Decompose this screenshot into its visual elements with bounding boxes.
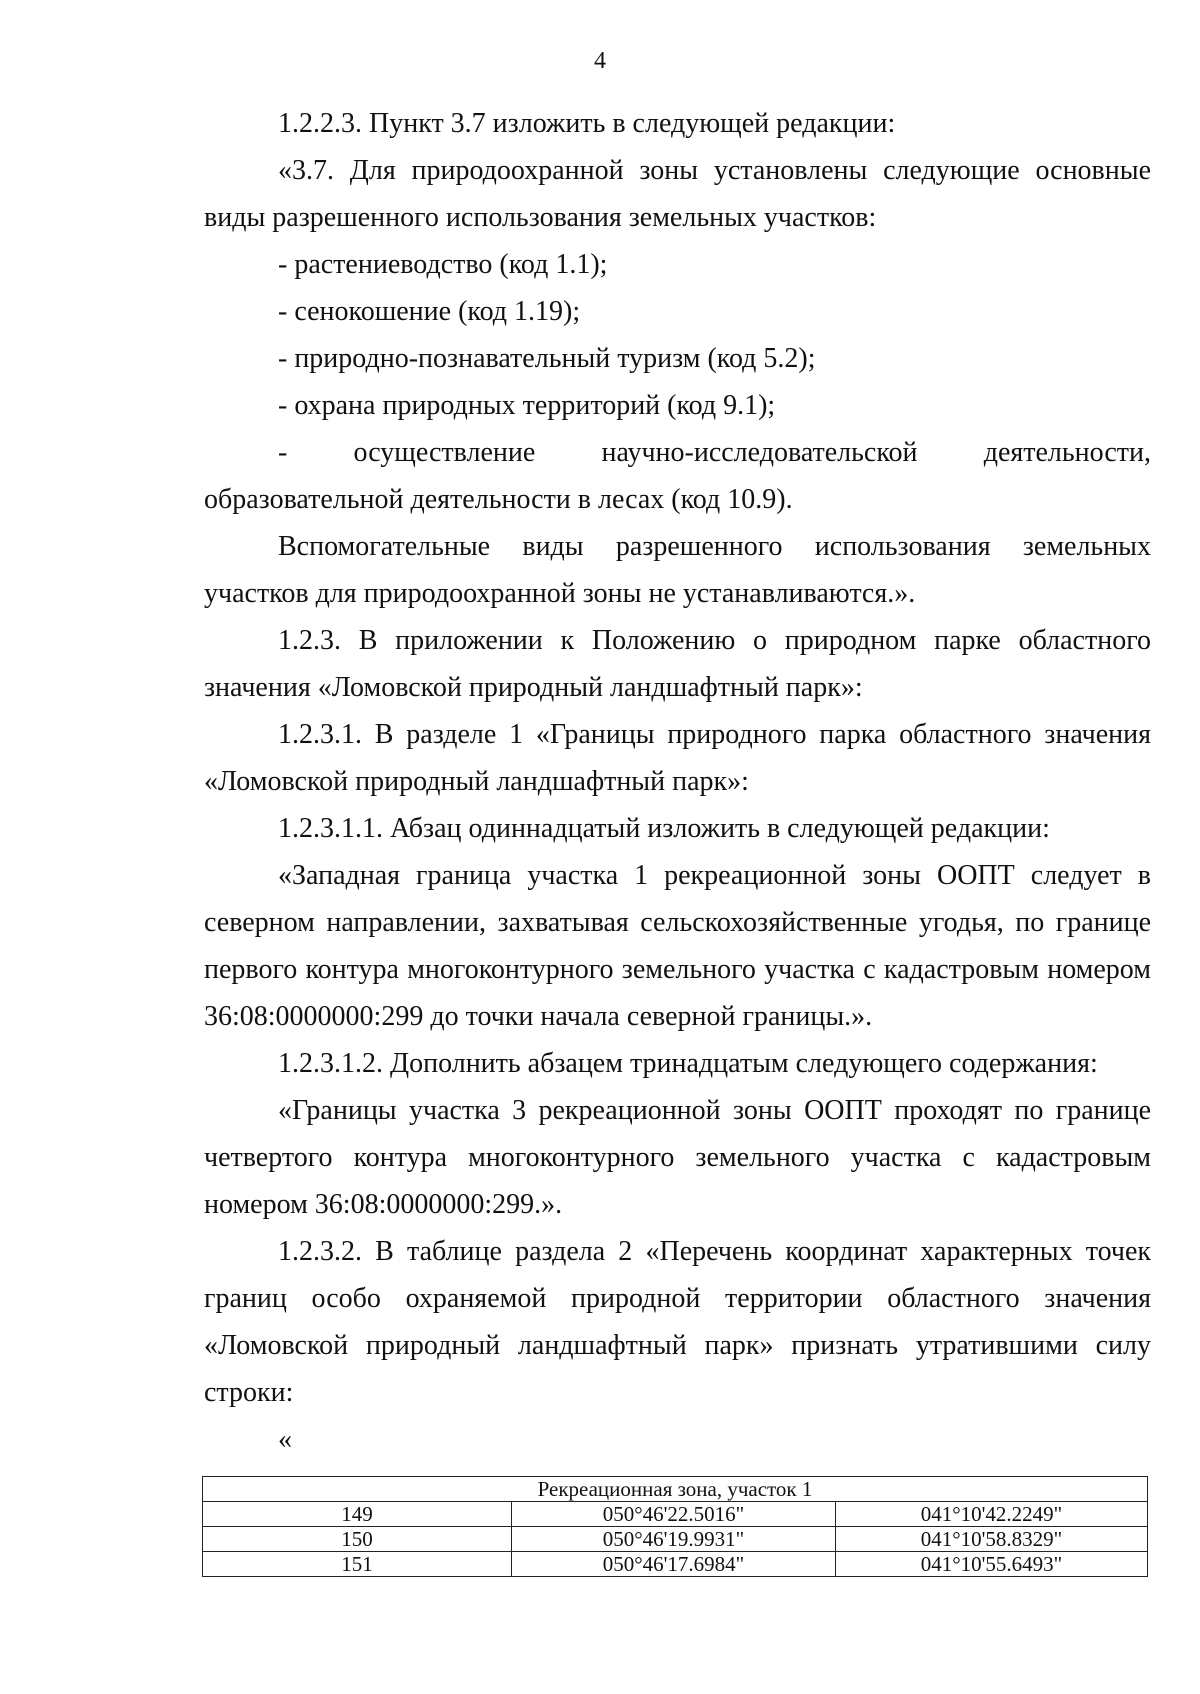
list-item-haymaking: - сенокошение (код 1.19); bbox=[278, 296, 581, 327]
table-row bbox=[203, 1552, 1148, 1577]
page-number: 4 bbox=[594, 48, 606, 74]
table-title: Рекреационная зона, участок 1 bbox=[203, 1477, 1148, 1502]
table-row bbox=[203, 1502, 1148, 1527]
point-number: 149 bbox=[203, 1502, 512, 1527]
longitude-cell: 041°10'58.8329" bbox=[836, 1527, 1148, 1552]
point-number: 150 bbox=[203, 1527, 512, 1552]
paragraph-1-2-3-1-1: 1.2.3.1.1. Абзац одиннадцатый изложить в следующей редакции: bbox=[278, 813, 1050, 844]
longitude-cell: 041°10'55.6493" bbox=[836, 1552, 1148, 1577]
point-number: 151 bbox=[203, 1552, 512, 1577]
longitude-cell: 041°10'42.2249" bbox=[836, 1502, 1148, 1527]
paragraph-auxiliary-uses: Вспомогательные виды разрешенного использования земельных участков для природоохранной зоны не устанавливаются.». bbox=[204, 531, 1151, 609]
list-item-tourism: - природно-познавательный туризм (код 5.2); bbox=[278, 343, 816, 374]
latitude-cell: 050°46'19.9931" bbox=[512, 1527, 836, 1552]
quote-open-mark: « bbox=[278, 1424, 292, 1455]
latitude-cell: 050°46'22.5016" bbox=[512, 1502, 836, 1527]
coordinates-table bbox=[202, 1476, 1148, 1577]
list-item-research: - осуществление научно-исследовательской деятельности, образовательной деятельности в лесах (код 10.9). bbox=[204, 437, 1151, 515]
latitude-cell: 050°46'17.6984" bbox=[512, 1552, 836, 1577]
paragraph-plot-3-borders: «Границы участка 3 рекреационной зоны ООПТ проходят по границе четвертого контура многоконтурного земельного участка с кадастровым номером 36:08:0000000:299.». bbox=[204, 1095, 1151, 1220]
paragraph-1-2-3-1: 1.2.3.1. В разделе 1 «Границы природного парка областного значения «Ломовской природный ландшафтный парк»: bbox=[204, 719, 1151, 797]
paragraph-1-2-3-2: 1.2.3.2. В таблице раздела 2 «Перечень координат характерных точек границ особо охраняемой природной территории областного значения «Ломовской природный ландшафтный парк» признать утратившими силу строки: bbox=[204, 1236, 1151, 1408]
list-item-plant-growing: - растениеводство (код 1.1); bbox=[278, 249, 608, 280]
table-title-row bbox=[203, 1477, 1148, 1502]
document-body bbox=[204, 100, 1151, 1416]
paragraph-1-2-2-3: 1.2.2.3. Пункт 3.7 изложить в следующей редакции: bbox=[278, 108, 896, 139]
paragraph-1-2-3: 1.2.3. В приложении к Положению о природном парке областного значения «Ломовской природный ландшафтный парк»: bbox=[204, 625, 1151, 703]
paragraph-1-2-3-1-2: 1.2.3.1.2. Дополнить абзацем тринадцатым следующего содержания: bbox=[278, 1048, 1098, 1079]
paragraph-western-border: «Западная граница участка 1 рекреационной зоны ООПТ следует в северном направлении, захватывая сельскохозяйственные угодья, по границе первого контура многоконтурного земельного участка с кадастровым номером 36:08:0000000:299 до точки начала северной границы.». bbox=[204, 860, 1151, 1032]
paragraph-3-7-intro: «3.7. Для природоохранной зоны установлены следующие основные виды разрешенного использования земельных участков: bbox=[204, 155, 1151, 233]
list-item-nature-protection: - охрана природных территорий (код 9.1); bbox=[278, 390, 776, 421]
table-row bbox=[203, 1527, 1148, 1552]
